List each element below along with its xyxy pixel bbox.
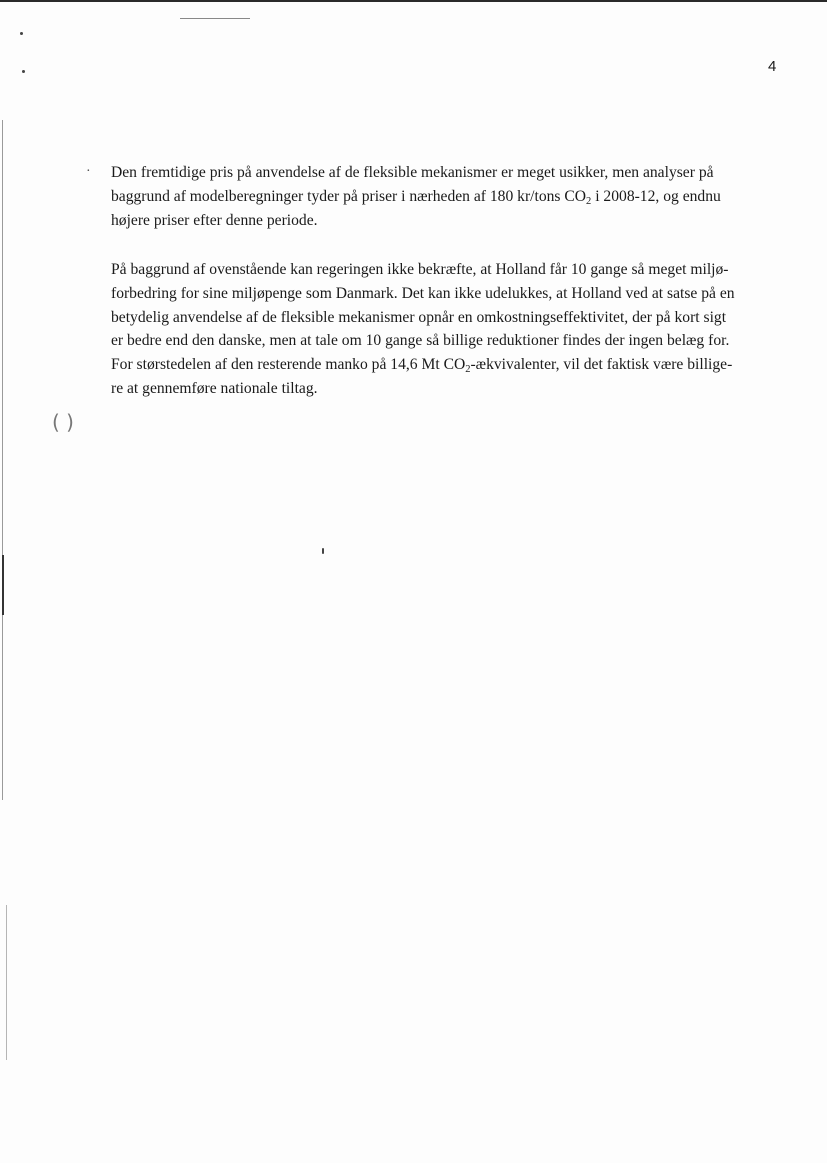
punch-hole-mark: ( ) — [52, 410, 74, 434]
scan-dash — [180, 18, 250, 19]
text-line: Den fremtidige pris på anvendelse af de fleksible mekanismer er meget usikker, men analyser på — [111, 164, 714, 181]
text-line: højere priser efter denne periode. — [111, 211, 318, 229]
paragraph-conclusion — [111, 258, 779, 401]
scan-dot — [22, 70, 25, 73]
text-line: betydelig anvendelse af de fleksible mekanismer opnår en omkostningseffektivitet, der på kort sigt — [111, 308, 727, 326]
scan-dot — [322, 548, 324, 554]
text-line: For størstedelen af den resterende manko på 14,6 Mt $CO_2$-ækvivalenter, vil det faktisk være billige- — [111, 356, 733, 376]
scan-dot — [20, 32, 23, 35]
scan-edge-left-mark — [2, 555, 4, 615]
text-line: er bedre end den danske, men at tale om 10 gange så billige reduktioner findes der ingen belæg for. — [111, 332, 730, 350]
scan-edge-left — [2, 120, 3, 800]
text-line: forbedring for sine miljøpenge som Danmark. Det kan ikke udelukkes, at Holland ved at satse på en — [111, 284, 735, 302]
text-line: re at gennemføre nationale tiltag. — [111, 379, 318, 397]
page-number: 4 — [768, 58, 777, 75]
scan-edge-left-lower — [6, 905, 7, 1060]
scan-edge-top — [0, 0, 827, 2]
text-line: baggrund af modelberegninger tyder på priser i nærheden af 180 kr/tons $CO_2$ i 2008-12, og endnu — [111, 187, 721, 207]
text-line: På baggrund af ovenstående kan regeringen ikke bekræfte, at Holland får 10 gange så meget miljø- — [111, 261, 729, 278]
paragraph-price-outlook — [111, 161, 779, 232]
margin-dot: · — [86, 164, 91, 179]
